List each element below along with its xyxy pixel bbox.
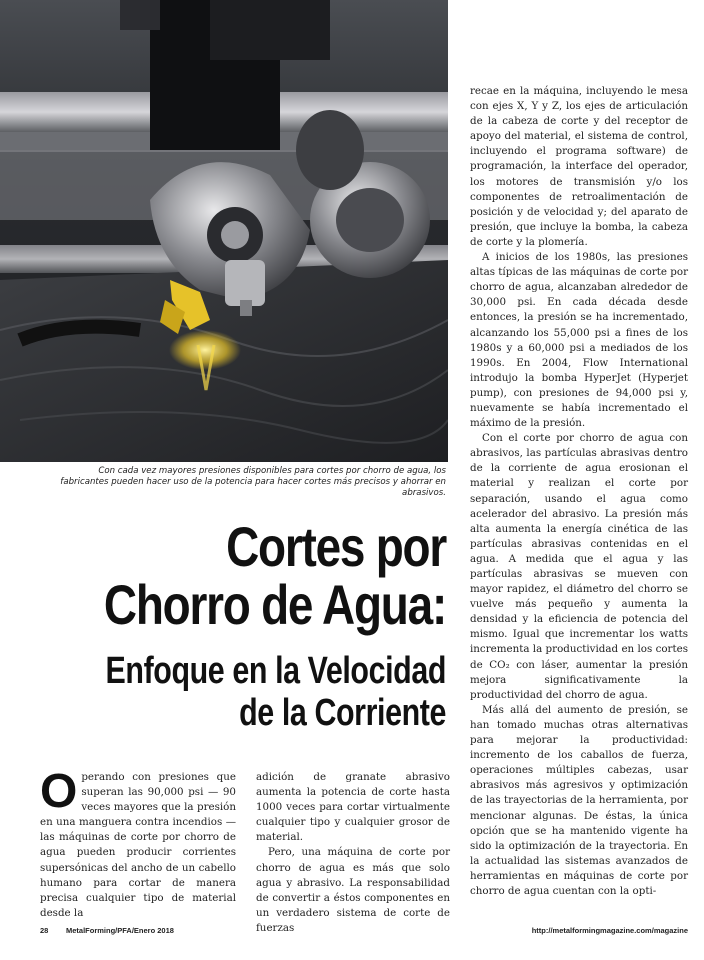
body-paragraph: Más allá del aumento de presión, se han tomado muchas otras alternativas para mejorar la productividad: incremento de los caballos de fuerza, operaciones múltiples cabezas, usar abrasivos más agresivos y optimización de las trayectorias de la herramienta, por mencionar algunas. De éstas, la única opción que se ha mantenido vigente ha sido la optimización de la trayectoria. En la actualidad las sistemas avanzados de herramientas en máquinas de corte por chorro de agua cuentan con la opti-	[470, 703, 688, 897]
article-column-right	[470, 84, 688, 899]
lead-text: perando con presiones que superan las 90,000 psi — 90 veces mayores que la presión en una manguera contra incendios — las máquinas de corte por chorro de agua pueden producir corrientes supersónicas del ancho de un cabello humano para cortar de manera precisa cualquier tipo de material desde la	[40, 771, 236, 919]
article-photo	[0, 0, 448, 462]
body-paragraph: A inicios de los 1980s, las presiones altas típicas de las máquinas de corte por chorro de agua, alcanzaban alrededor de 30,000 psi. En cada década desde entonces, la presión se ha incrementado, alcanzando los 55,000 psi a fines de los 1980s y a 60,000 psi a mediados de los 1990s. En 2004, Flow International introdujo la bomba HyperJet (Hyperjet pump), con presiones de 94,000 psi y, nuevamente se había incrementado el máximo de la presión.	[470, 251, 688, 430]
magazine-issue: MetalForming/PFA/Enero 2018	[66, 926, 174, 935]
subtitle-line-1: Enfoque en la Velocidad	[105, 650, 447, 692]
body-paragraph: Pero, una máquina de corte por chorro de agua es más que solo agua y abrasivo. La responsabilidad de convertir a éstos componentes en un verdadero sistema de corte de fuerzas	[256, 846, 450, 934]
article-column-middle	[256, 770, 450, 936]
page-number: 28	[40, 926, 49, 935]
photo-caption: Con cada vez mayores presiones disponibles para cortes por chorro de agua, los fabricantes pueden hacer uso de la potencia para hacer cortes más precisos y ahorrar en abrasivos.	[60, 466, 446, 498]
article-title	[80, 515, 446, 636]
body-paragraph: adición de granate abrasivo aumenta la potencia de corte hasta 1000 veces para cortar virtualmente cualquier tipo y cualquier grosor de material.	[256, 771, 450, 844]
subtitle-line-2: de la Corriente	[239, 692, 446, 734]
body-paragraph: Con el corte por chorro de agua con abrasivos, las partículas abrasivas dentro de la corriente de agua erosionan el material y realizan el corte por separación, usando el agua como acelerador del abrasivo. La presión más alta aumenta la energía cinética de las partículas abrasivas contenidas en el agua. A medida que el agua y las partículas abrasivas se mueven con mayor rapidez, el diámetro del chorro se vuelve más pequeño y aumenta la densidad y la eficiencia de potencia del mismo. Igual que incrementar los watts incrementa la productividad en los cortes de CO₂ con láser, aumentar la presión mejora significativamente la productividad del chorro de agua.	[470, 432, 688, 701]
title-line-2: Chorro de Agua:	[103, 573, 446, 636]
magazine-url[interactable]: http://metalformingmagazine.com/magazine	[531, 926, 688, 935]
waterjet-cutting-head-image	[0, 0, 448, 462]
body-paragraph: recae en la máquina, incluyendo le mesa con ejes X, Y y Z, los ejes de articulación de la cabeza de corte y del receptor de apoyo del material, el sistema de control, incluyendo el programa software) de programación, la interface del operador, los motores de transmisión y/o los componentes de retroalimentación de posición y de velocidad y; del aparato de presión, que incluye la bomba, la cabeza de corte y la plomería.	[470, 85, 688, 248]
article-subtitle	[89, 650, 446, 734]
title-line-1: Cortes por	[226, 515, 446, 578]
drop-cap: O	[40, 765, 78, 818]
article-column-left	[40, 765, 236, 921]
lead-paragraph	[40, 765, 236, 921]
